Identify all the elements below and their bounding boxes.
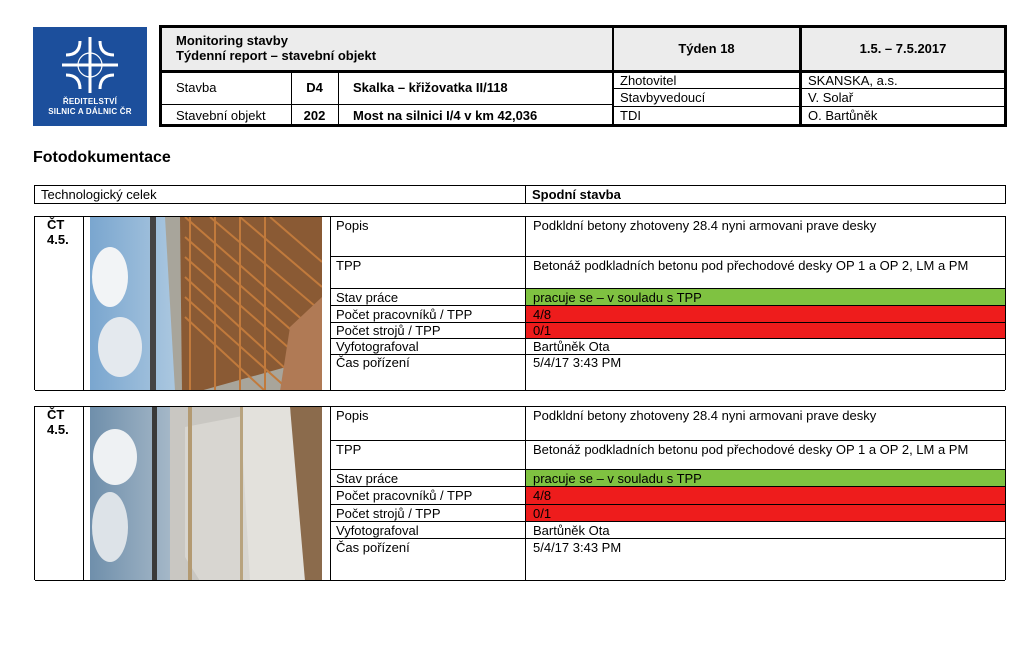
foto-label: Vyfotografoval	[336, 523, 419, 538]
construction-photo	[90, 217, 322, 391]
objekt-code: 202	[303, 108, 326, 123]
pracovniku-value: 4/8	[533, 488, 552, 503]
date-range: 1.5. – 7.5.2017	[859, 41, 947, 56]
entry-day: ČT	[47, 407, 65, 422]
foto-value: Bartůněk Ota	[533, 339, 610, 354]
highway-interchange-icon	[60, 35, 120, 95]
foto-label: Vyfotografoval	[336, 339, 419, 354]
photo-entry	[34, 216, 1006, 390]
tpp-label: TPP	[336, 258, 362, 273]
header-title-line2: Týdenní report – stavební objekt	[176, 48, 377, 63]
stav-value: pracuje se – v souladu s TPP	[533, 471, 702, 486]
rsd-logo	[33, 27, 147, 126]
cas-value: 5/4/17 3:43 PM	[533, 355, 622, 370]
tdi-label: TDI	[620, 108, 641, 123]
tdi-value: O. Bartůněk	[808, 108, 878, 123]
header-title-line1: Monitoring stavby	[176, 33, 288, 48]
logo-text-line2: SILNIC A DÁLNIC ČR	[48, 107, 132, 116]
stavbyvedouci-value: V. Solař	[808, 90, 854, 105]
zhotovitel-label: Zhotovitel	[620, 73, 677, 88]
pracovniku-label: Počet pracovníků / TPP	[336, 307, 473, 322]
pracovniku-value: 4/8	[533, 307, 552, 322]
entry-date: 4.5.	[47, 422, 69, 437]
stroju-value: 0/1	[533, 506, 552, 521]
cas-label: Čas pořízení	[336, 540, 410, 555]
cas-label: Čas pořízení	[336, 355, 410, 370]
photo-entry	[34, 406, 1006, 580]
popis-label: Popis	[336, 218, 369, 233]
zhotovitel-value: SKANSKA, a.s.	[808, 73, 898, 88]
entry-date: 4.5.	[47, 232, 69, 247]
tpp-value: Betonáž podkladních betonu pod přechodové desky OP 1 a OP 2, LM a PM	[533, 258, 969, 273]
popis-label: Popis	[336, 408, 369, 423]
stavba-name: Skalka – křižovatka II/118	[353, 80, 508, 95]
entry-day: ČT	[47, 217, 65, 232]
stav-value: pracuje se – v souladu s TPP	[533, 290, 702, 305]
stavba-code: D4	[306, 80, 323, 95]
stav-label: Stav práce	[336, 471, 399, 486]
technology-row	[34, 185, 1006, 204]
tpp-value: Betonáž podkladních betonu pod přechodové desky OP 1 a OP 2, LM a PM	[533, 442, 969, 457]
stavba-label: Stavba	[176, 80, 217, 95]
tech-value: Spodní stavba	[532, 187, 621, 202]
week-label: Týden 18	[678, 41, 735, 56]
stroju-label: Počet strojů / TPP	[336, 506, 441, 521]
tpp-label: TPP	[336, 442, 362, 457]
cas-value: 5/4/17 3:43 PM	[533, 540, 622, 555]
popis-value: Podkldní betony zhotoveny 28.4 nyni armovani prave desky	[533, 408, 877, 423]
logo-text-line1: ŘEDITELSTVÍ	[62, 97, 118, 106]
report-header-table	[159, 25, 1007, 127]
tech-label: Technologický celek	[41, 187, 157, 202]
section-title: Fotodokumentace	[33, 149, 171, 166]
popis-value: Podkldní betony zhotoveny 28.4 nyni armovani prave desky	[533, 218, 877, 233]
stroju-label: Počet strojů / TPP	[336, 323, 441, 338]
stav-label: Stav práce	[336, 290, 399, 305]
stroju-value: 0/1	[533, 323, 552, 338]
objekt-label: Stavební objekt	[176, 108, 266, 123]
pracovniku-label: Počet pracovníků / TPP	[336, 488, 473, 503]
foto-value: Bartůněk Ota	[533, 523, 610, 538]
construction-photo	[90, 407, 322, 581]
stavbyvedouci-label: Stavbyvedoucí	[620, 90, 706, 105]
objekt-name: Most na silnici I/4 v km 42,036	[353, 108, 538, 123]
